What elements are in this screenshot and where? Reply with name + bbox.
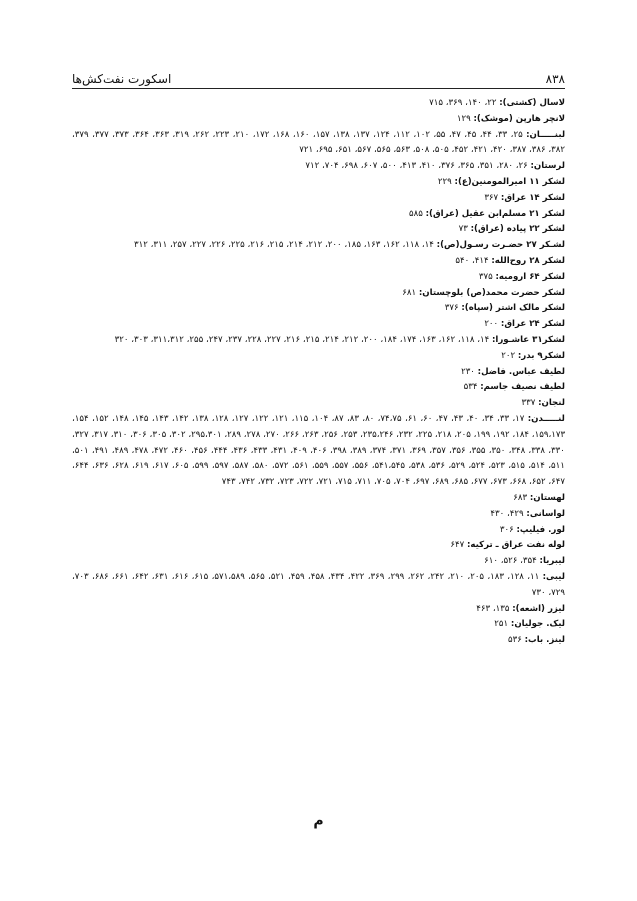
entry-refs: ۳۳۷ (521, 398, 539, 409)
index-entry (72, 128, 565, 160)
index-entry (72, 570, 565, 602)
index-entry (72, 523, 565, 539)
index-entry (72, 365, 565, 381)
entry-term: لوله نفت عراق ـ ترکیه: (466, 540, 565, 551)
index-entry (72, 238, 565, 254)
index-entry (72, 286, 565, 302)
entry-refs: ۳۰۶ (499, 524, 517, 535)
entry-term: لشـکر ۲۷ حضـرت رسـول(ص): (436, 240, 565, 251)
index-entry (72, 491, 565, 507)
entry-refs: ۳۷۵ (478, 271, 496, 282)
entry-refs: ۲۰۰ (484, 319, 501, 330)
entry-term: لبنـــــان: (526, 129, 566, 140)
entry-refs: ۶۸۱ (402, 287, 419, 298)
entry-term: لاسال (کشتی): (499, 98, 565, 108)
index-entry (72, 333, 565, 349)
entry-term: لشکر ۲۴ عراق: (500, 319, 565, 330)
index-entry (72, 317, 565, 333)
entry-term: لواسانی: (526, 508, 565, 519)
index-entry (72, 191, 565, 207)
entry-term: لیزر (اشعه): (512, 603, 565, 614)
entry-term: لیبی: (542, 571, 565, 582)
entry-refs: ۱۷، ۳۳، ۳۴، ۴۰، ۴۳، ۴۷، ۶۰، ۶۱، ۷۴،۷۵، ۸۰، ۸۳، ۸۷، ۱۰۴، ۱۱۵، ۱۲۱، ۱۲۲، ۱۲۷، ۱۲۸، ۱۳۸، ۱۴۲، ۱۴۳، ۱۴۵، ۱۴۸، ۱۵۲، ۱۵۴، ۱۵۹،۱۷۳، ۱۸۴، ۱۹۲، ۱۹۹، ۲۰۵، ۲۱۸، ۲۲۵، ۲۳۲، ۲۳۵،۲۴۶، ۲۵۳، ۲۵۶، ۲۶۳، ۲۶۶، ۲۷۰، ۲۷۸، ۲۸۹، ۲۹۵،۳۰۱، ۳۰۲، ۳۰۵، ۳۰۶، ۳۱۰، ۳۱۷، ۳۲۷، ۳۳۰، ۳۳۸، ۳۴۸، ۳۵۰، ۳۵۵، ۳۵۶، ۳۵۷، ۳۶۹، ۳۷۱، ۳۷۴، ۳۸۹، ۳۹۸، ۴۰۶، ۴۰۹، ۴۳۱، ۴۳۳، ۴۳۶، ۴۴۴، ۴۵۶، ۴۶۰، ۴۷۲، ۴۷۸، ۴۸۹، ۴۹۱، ۵۰۱، ۵۱۱، ۵۱۴، ۵۱۵، ۵۲۳، ۵۲۴، ۵۲۹، ۵۳۶، ۵۳۸، ۵۴۱،۵۴۵، ۵۵۶، ۵۵۷، ۵۵۹، ۵۶۱، ۵۷۲، ۵۸۰، ۵۸۷، ۵۹۷، ۵۹۹، ۶۰۵، ۶۱۷، ۶۱۹، ۶۲۸، ۶۳۶، ۶۴۴، ۶۴۷، ۶۵۲، ۶۶۸، ۶۷۳، ۶۷۷، ۶۸۵، ۶۸۹، ۶۹۷، ۷۰۴، ۷۰۵، ۷۱۱، ۷۱۵، ۷۲۱، ۷۲۲، ۷۲۳، ۷۳۲، ۷۴۲، ۷۴۳ (72, 413, 566, 488)
running-title: اسکورت نفت‌کش‌ها (72, 72, 172, 86)
index-content (72, 96, 565, 649)
index-entry (72, 412, 565, 491)
index-entry (72, 159, 565, 175)
entry-term: لشکر ۲۱ مسلم‌ابن عقیل (عراق): (425, 208, 565, 219)
entry-refs: ۱۴، ۱۱۸، ۱۶۲، ۱۶۳، ۱۷۴، ۱۸۴، ۲۰۰، ۲۱۲، ۲۱۴، ۲۱۵، ۲۱۶، ۲۲۷، ۲۲۸، ۲۳۷، ۲۴۷، ۲۵۵، ۳۱۱،۳۱۲، ۳۰۳، ۳۲۰ (114, 334, 492, 345)
entry-refs: ۴۲۹، ۴۳۰ (490, 508, 527, 519)
entry-term: لشکر ۲۸ روح‌الله: (491, 255, 565, 266)
entry-term: لینز. باب: (524, 635, 565, 646)
index-entry (72, 380, 565, 396)
page-header (72, 66, 565, 86)
index-entry (72, 112, 565, 128)
entry-refs: ۶۸۳ (513, 492, 530, 503)
header-rule (72, 88, 565, 89)
index-entry (72, 538, 565, 554)
index-entry (72, 507, 565, 523)
index-entry (72, 222, 565, 238)
entry-refs: ۳۵۴، ۵۲۶، ۶۱۰ (484, 556, 540, 567)
index-entry (72, 554, 565, 570)
entry-refs: ۳۶۷ (484, 192, 501, 203)
entry-term: لهستان: (529, 492, 565, 503)
index-entry (72, 396, 565, 412)
entry-refs: ۲۰۲ (501, 350, 518, 361)
entry-refs: ۷۳ (458, 224, 471, 235)
entry-term: لنجان: (538, 398, 565, 409)
entry-refs: ۲۵۱ (494, 619, 511, 630)
entry-term: لشکر ۶۴ ارومیه: (495, 271, 565, 282)
index-entry (72, 602, 565, 618)
entry-term: لشکر ۱۱ امیرالمومنین(ع): (454, 176, 565, 187)
entry-term: لشکر ۲۲ پیاده (عراق): (470, 224, 565, 235)
entry-refs: ۵۳۶ (508, 635, 525, 646)
entry-refs: ۱۱، ۱۲۸، ۱۸۳، ۲۰۵، ۲۱۰، ۲۴۲، ۲۶۲، ۲۹۹، ۳۶۹، ۴۲۲، ۴۳۴، ۴۵۸، ۴۵۹، ۵۲۱، ۵۶۵، ۵۷۱،۵۸۹، ۶۱۵، ۶۱۶، ۶۳۱، ۶۴۲، ۶۶۱، ۶۸۶، ۷۰۳، ۷۲۹، ۷۳۰ (72, 571, 565, 598)
entry-term: لشکر۳۱ عاشـورا: (491, 334, 565, 345)
entry-term: لشکر حضرت محمد(ص) بلوچستان: (418, 287, 565, 298)
page-number: ۸۳۸ (545, 72, 565, 86)
index-entry (72, 633, 565, 649)
entry-term: لرستان: (530, 161, 565, 172)
entry-refs: ۲۲۹ (437, 176, 455, 187)
index-entry (72, 270, 565, 286)
entry-term: لطیف نصیف جاسم: (480, 382, 565, 393)
entry-refs: ۳۷۶ (444, 303, 462, 314)
entry-refs: ۱۲۹ (456, 113, 474, 124)
entry-term: لشکر۹ بدر: (517, 350, 565, 361)
entry-term: لیک. جولیان: (510, 619, 565, 630)
entry-refs: ۲۶، ۲۸۰، ۳۵۱، ۳۶۵، ۳۷۶، ۴۱۰، ۴۱۳، ۵۰۰، ۶۰۷، ۶۹۸، ۷۰۴، ۷۱۲ (305, 161, 531, 172)
entry-term: لنـــــدن: (527, 413, 565, 424)
entry-term: لور. فیلیپ: (516, 524, 565, 535)
entry-refs: ۲۲، ۱۴۰، ۳۶۹، ۷۱۵ (429, 98, 500, 108)
entry-term: لطیف عباس. فاضل: (477, 366, 565, 377)
entry-term: لشکر مالک اشتر (سپاه): (461, 303, 565, 314)
entry-refs: ۱۳۵، ۴۶۳ (476, 603, 513, 614)
entry-refs: ۱۴، ۱۱۸، ۱۶۲، ۱۶۳، ۱۸۵، ۲۰۰، ۲۱۲، ۲۱۴، ۲۱۵، ۲۱۶، ۲۲۵، ۲۲۶، ۲۲۷، ۲۵۷، ۳۱۱، ۳۱۲ (134, 240, 437, 251)
index-entry (72, 207, 565, 223)
entry-term: لشکر ۱۴ عراق: (500, 192, 565, 203)
entry-refs: ۶۴۷ (450, 540, 467, 551)
entry-term: لانچر هارپن (موشک): (473, 113, 565, 124)
entry-term: لیبریا: (539, 556, 565, 567)
entry-refs: ۲۳۰ (461, 366, 478, 377)
index-entry (72, 254, 565, 270)
index-entry (72, 617, 565, 633)
index-entry (72, 96, 565, 112)
entry-refs: ۵۸۵ (409, 208, 426, 219)
index-entry (72, 175, 565, 191)
entry-refs: ۲۵، ۳۳، ۴۴، ۴۵، ۴۷، ۵۵، ۱۰۲، ۱۱۲، ۱۲۴، ۱۳۷، ۱۳۸، ۱۵۷، ۱۶۰، ۱۶۸، ۱۷۲، ۲۱۰، ۲۲۳، ۲۶۲، ۳۱۹، ۳۶۳، ۳۶۴، ۳۷۳، ۳۷۷، ۳۷۹، ۳۸۲، ۳۸۶، ۳۸۷، ۴۲۰، ۴۲۱، ۴۵۲، ۵۰۵، ۵۰۸، ۵۶۳، ۵۶۵، ۵۶۷، ۶۵۱، ۶۹۵، ۷۲۱ (72, 129, 565, 156)
index-entry (72, 349, 565, 365)
index-entry (72, 301, 565, 317)
section-letter: م (313, 813, 324, 829)
entry-refs: ۴۱۴، ۵۴۰ (455, 255, 492, 266)
entry-refs: ۵۳۴ (463, 382, 481, 393)
